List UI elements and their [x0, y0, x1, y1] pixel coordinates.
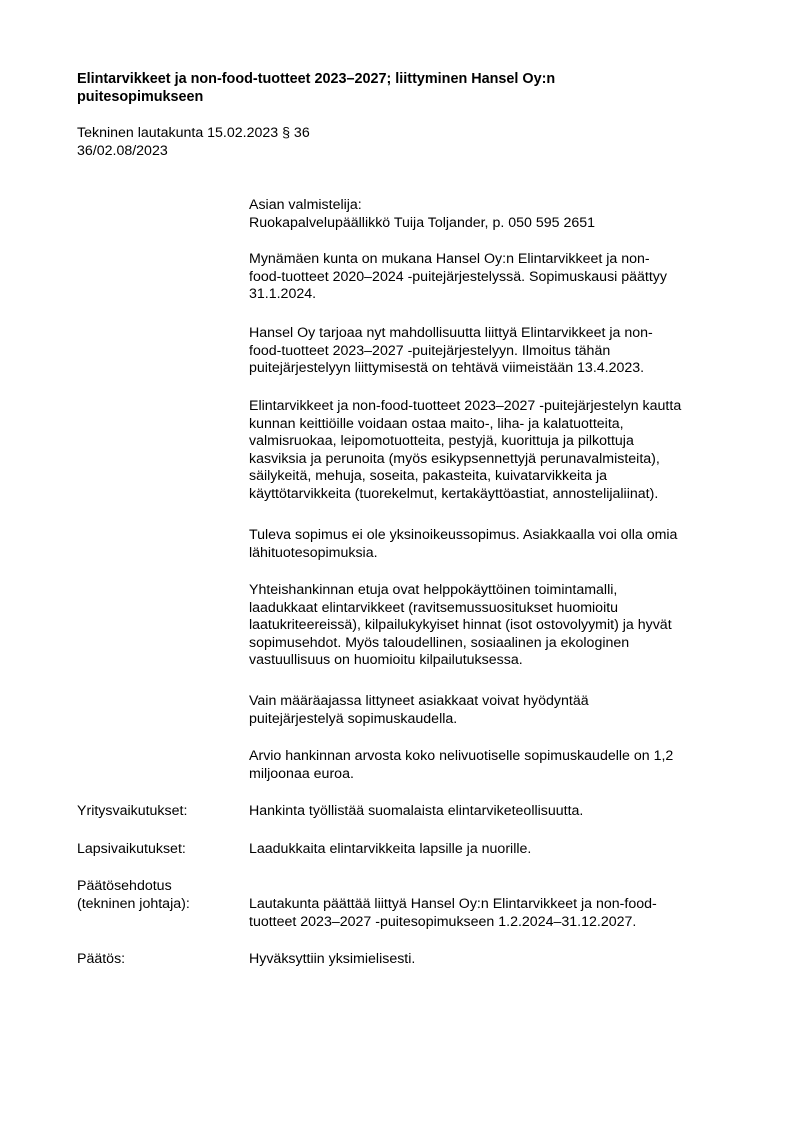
field-value-line: Hyväksyttiin yksimielisesti. — [249, 951, 416, 967]
field-label-line: Päätös: — [77, 951, 126, 967]
paragraph-line: vastuullisuus on huomioitu kilpailutuksessa. — [249, 652, 523, 669]
field-value-line: tuotteet 2023–2027 -puitesopimukseen 1.2.2024–31.12.2027. — [249, 913, 637, 930]
preparer-label: Asian valmistelija: — [249, 197, 362, 213]
paragraph — [249, 527, 737, 562]
meeting-line: Tekninen lautakunta 15.02.2023 § 36 — [77, 125, 310, 141]
field-label — [77, 803, 247, 821]
paragraph-line: Arvio hankinnan arvosta koko nelivuotiselle sopimuskaudelle on 1,2 — [249, 748, 674, 764]
field-value — [249, 951, 737, 969]
paragraph-line: laatukriteereissä), kilpailukykyiset hinnat (isot ostovolyymit) ja hyvät — [249, 617, 672, 634]
field-label — [77, 878, 247, 913]
paragraph-line: kunnan keittiöille voidaan ostaa maito-, liha- ja kalatuotteita, — [249, 415, 624, 432]
field-value-line: Hankinta työllistää suomalaista elintarviketeollisuutta. — [249, 803, 584, 819]
paragraph — [249, 748, 737, 783]
paragraph — [249, 582, 737, 670]
field-value — [249, 803, 737, 821]
paragraph-line: puitejärjestelyyn liittymisestä on tehtävä viimeistään 13.4.2023. — [249, 360, 645, 377]
preparer-block — [249, 197, 737, 232]
field-label-line: Päätösehdotus — [77, 878, 172, 894]
field-label-line: (tekninen johtaja): — [77, 895, 190, 912]
case-number: 36/02.08/2023 — [77, 142, 168, 159]
meeting-info — [77, 125, 677, 160]
paragraph-line: käyttötarvikkeita (tuorekelmut, kertakäyttöastiat, annostelijaliinat). — [249, 485, 659, 502]
field-value — [249, 896, 737, 931]
paragraph-line: laadukkaat elintarvikkeet (ravitsemussuositukset huomioitu — [249, 599, 619, 616]
document-title — [77, 70, 737, 106]
field-label-line: Yritysvaikutukset: — [77, 803, 188, 819]
field-label — [77, 951, 247, 969]
title-line: Elintarvikkeet ja non-food-tuotteet 2023–2027; liittyminen Hansel Oy:n — [77, 71, 556, 87]
paragraph-line: food-tuotteet 2023–2027 -puitejärjestelyyn. Ilmoitus tähän — [249, 342, 611, 359]
paragraph — [249, 398, 737, 504]
title-line: puitesopimukseen — [77, 89, 204, 105]
field-value-line: Lautakunta päättää liittyä Hansel Oy:n Elintarvikkeet ja non-food- — [249, 896, 657, 912]
paragraph-line: kasviksia ja perunoita (myös esikypsennettyjä perunavalmisteita), — [249, 450, 660, 467]
preparer-value: Ruokapalvelupäällikkö Tuija Toljander, p. 050 595 2651 — [249, 214, 596, 231]
paragraph-line: lähituotesopimuksia. — [249, 544, 378, 561]
paragraph — [249, 325, 737, 378]
paragraph-line: Vain määräajassa littyneet asiakkaat voivat hyödyntää — [249, 693, 589, 709]
paragraph-line: säilykeitä, mehuja, soseita, pakasteita, kuivatarvikkeita ja — [249, 468, 608, 485]
paragraph-line: valmisruokaa, leipomotuotteita, pestyjä, kuorittuja ja pilkottuja — [249, 433, 634, 450]
field-label — [77, 841, 247, 859]
paragraph — [249, 251, 737, 304]
paragraph-line: sopimusehdot. Myös taloudellinen, sosiaalinen ja ekologinen — [249, 634, 630, 651]
field-value — [249, 841, 737, 859]
paragraph-line: puitejärjestelyä sopimuskaudella. — [249, 710, 458, 727]
paragraph-line: Elintarvikkeet ja non-food-tuotteet 2023–2027 -puitejärjestelyn kautta — [249, 398, 682, 414]
paragraph — [249, 693, 737, 728]
paragraph-line: Yhteishankinnan etuja ovat helppokäyttöinen toimintamalli, — [249, 582, 618, 598]
paragraph-line: Hansel Oy tarjoaa nyt mahdollisuutta liittyä Elintarvikkeet ja non- — [249, 325, 653, 341]
paragraph-line: Mynämäen kunta on mukana Hansel Oy:n Elintarvikkeet ja non- — [249, 251, 650, 267]
paragraph-line: food-tuotteet 2020–2024 -puitejärjestelyssä. Sopimuskausi päättyy — [249, 268, 667, 285]
paragraph-line: miljoonaa euroa. — [249, 765, 354, 782]
field-value-line: Laadukkaita elintarvikkeita lapsille ja nuorille. — [249, 841, 532, 857]
field-label-line: Lapsivaikutukset: — [77, 841, 186, 857]
paragraph-line: Tuleva sopimus ei ole yksinoikeussopimus. Asiakkaalla voi olla omia — [249, 527, 678, 543]
paragraph-line: 31.1.2024. — [249, 286, 317, 303]
